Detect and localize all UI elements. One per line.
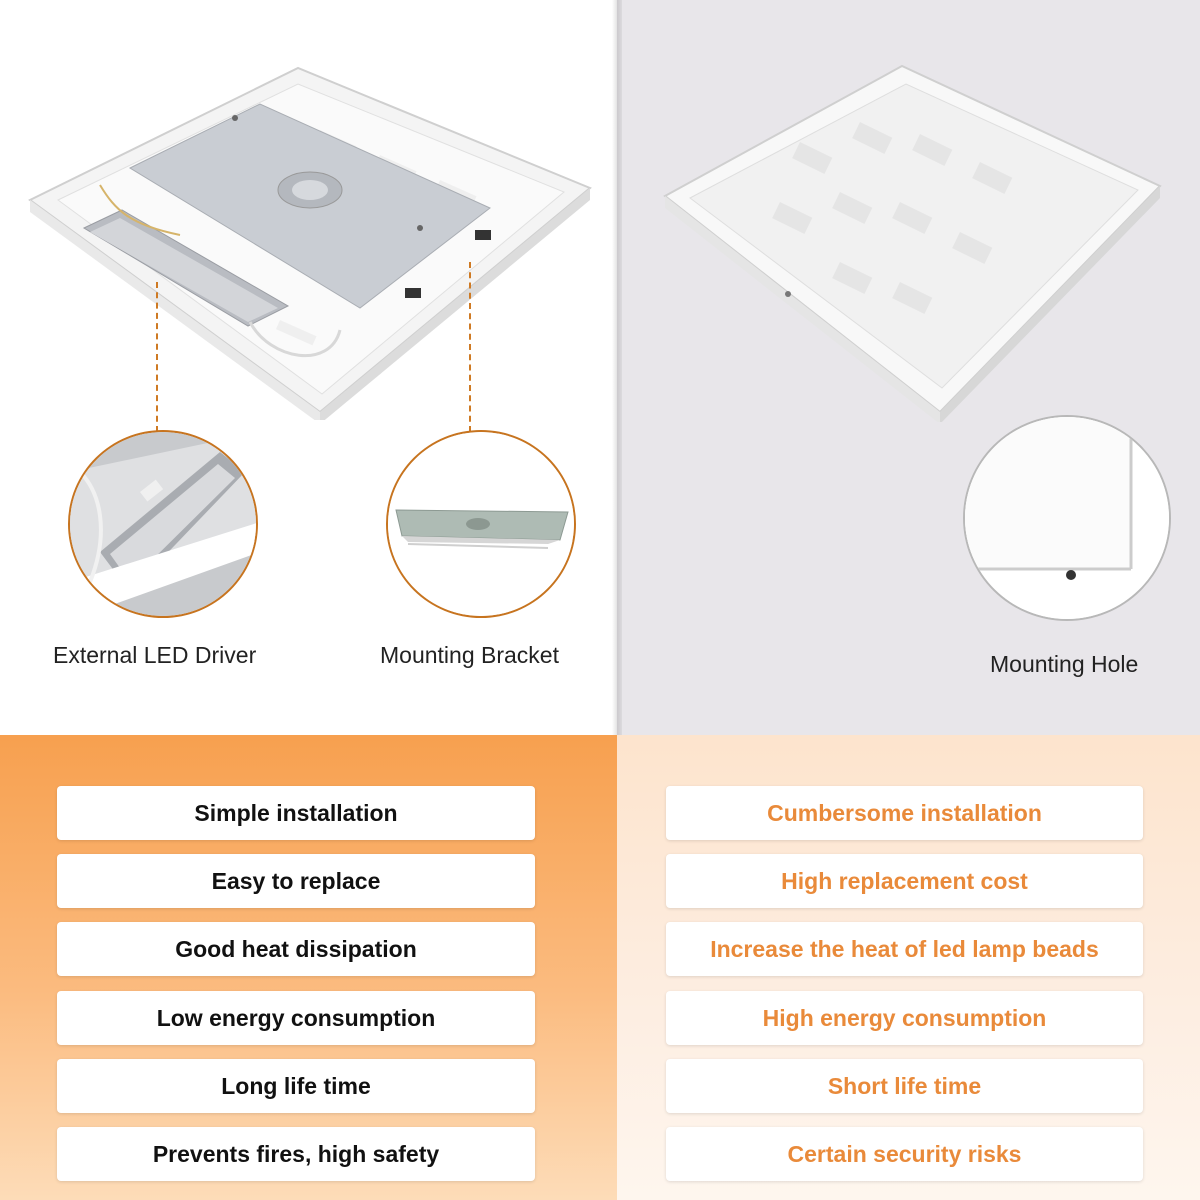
- external-driver-panel-image: [20, 60, 600, 420]
- disadvantage-item: Cumbersome installation: [666, 786, 1143, 840]
- driver-caption: External LED Driver: [53, 642, 257, 668]
- hole-caption: Mounting Hole: [990, 651, 1139, 677]
- advantage-item: Simple installation: [57, 786, 535, 840]
- bracket-caption: Mounting Bracket: [380, 642, 559, 668]
- bracket-callout-line: [469, 262, 471, 432]
- driver-zoom-circle: [68, 430, 258, 618]
- disadvantage-item: Increase the heat of led lamp beads: [666, 922, 1143, 976]
- disadvantage-item: Short life time: [666, 1059, 1143, 1113]
- hole-zoom-circle: [963, 415, 1171, 621]
- bracket-zoom-circle: [386, 430, 576, 618]
- vertical-divider: [612, 0, 622, 735]
- disadvantage-item: Certain security risks: [666, 1127, 1143, 1181]
- driver-callout-line: [156, 282, 158, 432]
- advantage-item: Easy to replace: [57, 854, 535, 908]
- disadvantage-item: High energy consumption: [666, 991, 1143, 1045]
- advantage-item: Prevents fires, high safety: [57, 1127, 535, 1181]
- integrated-driver-panel-image: [660, 62, 1165, 422]
- advantage-item: Low energy consumption: [57, 991, 535, 1045]
- advantage-item: Good heat dissipation: [57, 922, 535, 976]
- disadvantage-item: High replacement cost: [666, 854, 1143, 908]
- advantage-item: Long life time: [57, 1059, 535, 1113]
